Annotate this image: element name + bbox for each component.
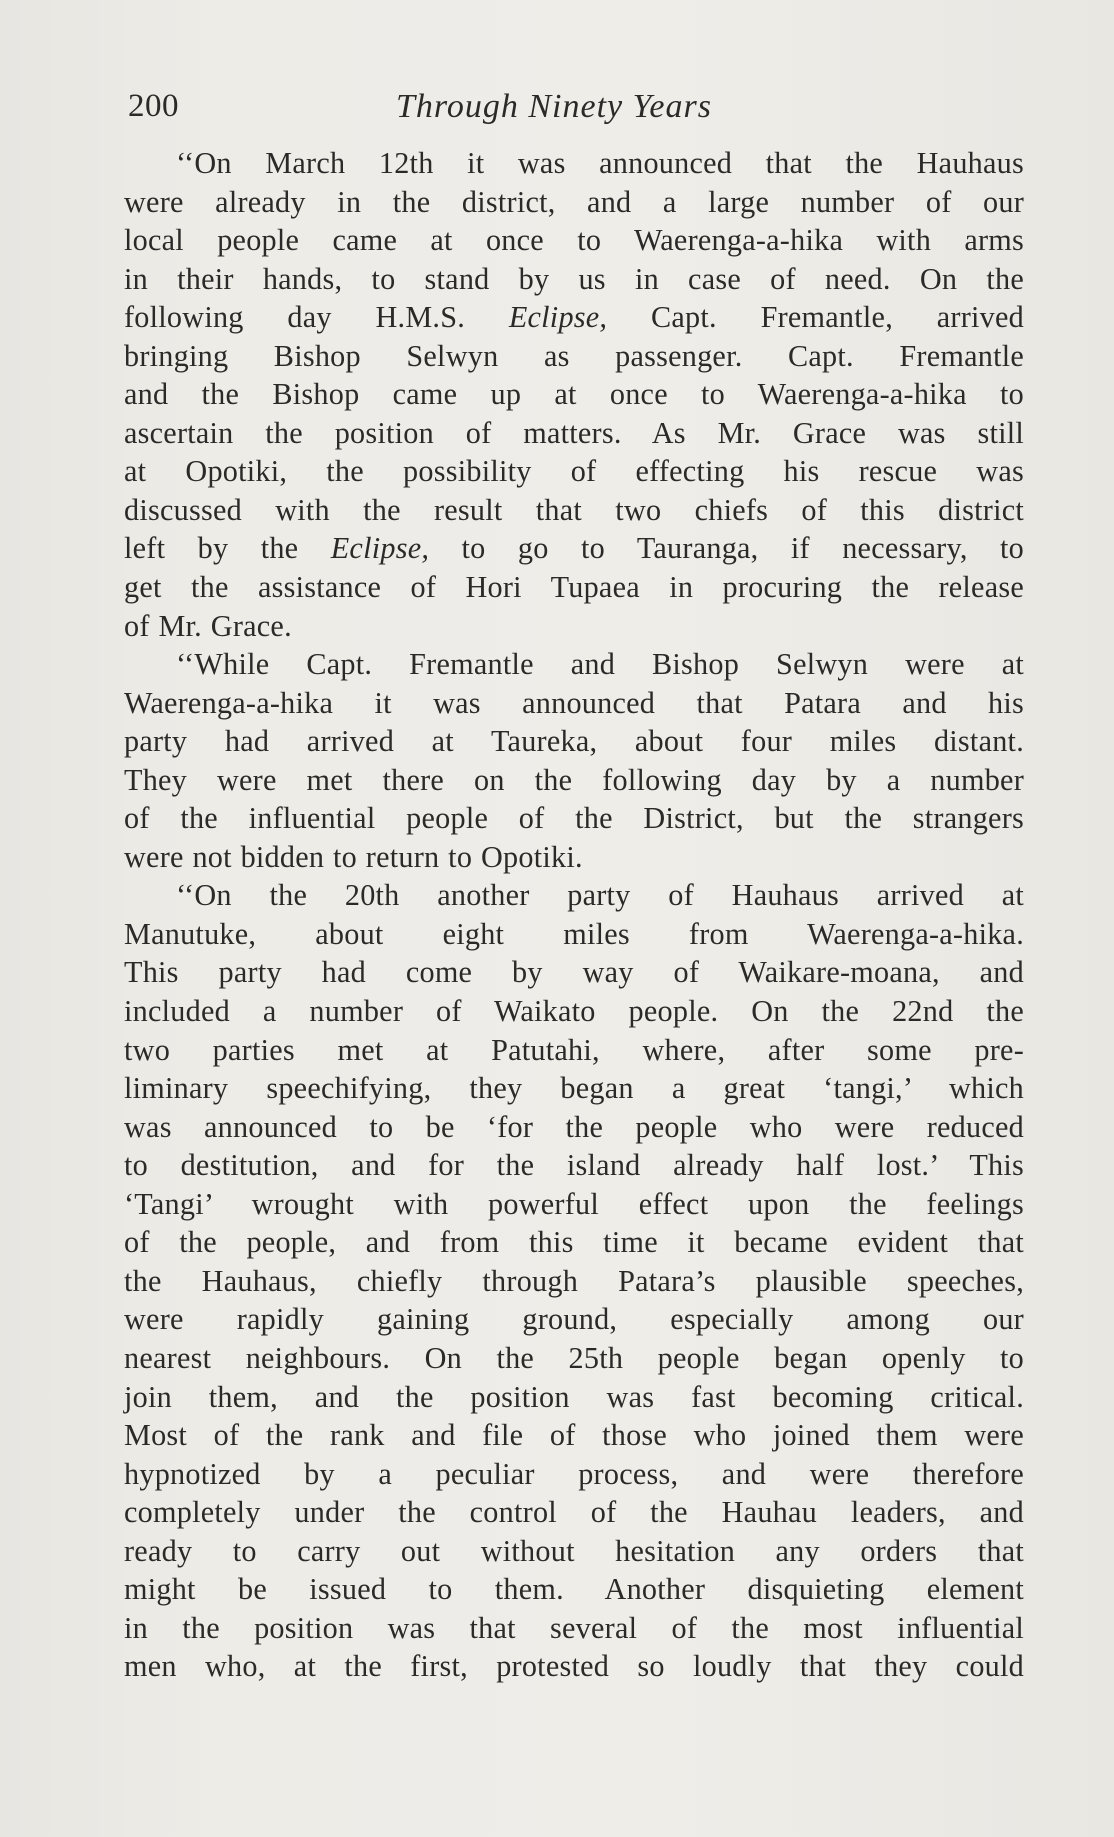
text-line: discussed with the result that two chiefs of this district bbox=[124, 492, 1024, 527]
text-line: ascertain the position of matters. As Mr. Grace was still bbox=[124, 415, 1024, 450]
page-header bbox=[124, 86, 1024, 130]
text-line: They were met there on the following day by a number bbox=[124, 762, 1024, 797]
text-line: Manutuke, about eight miles from Waerenga-a-hika. bbox=[124, 916, 1024, 951]
text-line: Waerenga-a-hika it was announced that Patara and his bbox=[124, 685, 1024, 720]
body-text bbox=[124, 144, 1024, 1686]
text-line: ‘‘On the 20th another party of Hauhaus arrived at bbox=[176, 878, 1024, 913]
text-line: might be issued to them. Another disquieting element bbox=[124, 1572, 1024, 1607]
text-line: local people came at once to Waerenga-a-hika with arms bbox=[124, 223, 1024, 258]
text-line: ‘‘While Capt. Fremantle and Bishop Selwyn were at bbox=[176, 647, 1024, 682]
text-line: two parties met at Patutahi, where, after some pre- bbox=[124, 1032, 1024, 1067]
paragraph bbox=[124, 876, 1024, 1685]
text-line: nearest neighbours. On the 25th people began openly to bbox=[124, 1340, 1024, 1375]
text-line: in their hands, to stand by us in case of need. On the bbox=[124, 261, 1024, 296]
book-page bbox=[124, 86, 1024, 1686]
text-line: get the assistance of Hori Tupaea in procuring the release bbox=[124, 570, 1024, 605]
text-line: included a number of Waikato people. On the 22nd the bbox=[124, 994, 1024, 1029]
text-line: at Opotiki, the possibility of effecting his rescue was bbox=[124, 454, 1024, 489]
text-line: to destitution, and for the island already half lost.’ This bbox=[124, 1148, 1024, 1183]
text-line: of the influential people of the District, but the strangers bbox=[124, 801, 1024, 836]
text-line: party had arrived at Taureka, about four miles distant. bbox=[124, 724, 1024, 759]
text-line: men who, at the first, protested so loudly that they could bbox=[124, 1649, 1024, 1684]
text-line: ready to carry out without hesitation any orders that bbox=[124, 1533, 1024, 1568]
text-line: join them, and the position was fast becoming critical. bbox=[124, 1379, 1024, 1414]
text-line: liminary speechifying, they began a great ‘tangi,’ which bbox=[124, 1071, 1024, 1106]
text-line: and the Bishop came up at once to Waerenga-a-hika to bbox=[124, 377, 1024, 412]
text-line: were rapidly gaining ground, especially among our bbox=[124, 1302, 1024, 1337]
page-number: 200 bbox=[128, 88, 179, 124]
text-line: following day H.M.S. Eclipse, Capt. Fremantle, arrived bbox=[124, 300, 1024, 335]
text-line: were already in the district, and a large number of our bbox=[124, 184, 1024, 219]
running-title: Through Ninety Years bbox=[396, 88, 712, 125]
text-line: This party had come by way of Waikare-moana, and bbox=[124, 955, 1024, 990]
text-line: left by the Eclipse, to go to Tauranga, if necessary, to bbox=[124, 531, 1024, 566]
text-line: completely under the control of the Hauhau leaders, and bbox=[124, 1495, 1024, 1530]
text-line: hypnotized by a peculiar process, and were therefore bbox=[124, 1456, 1024, 1491]
text-line: ‘‘On March 12th it was announced that the Hauhaus bbox=[176, 146, 1024, 180]
text-line: in the position was that several of the most influential bbox=[124, 1610, 1024, 1645]
italic-text: Eclipse, bbox=[508, 300, 608, 335]
text-line: Most of the rank and file of those who joined them were bbox=[124, 1418, 1024, 1453]
text-line: of the people, and from this time it became evident that bbox=[124, 1225, 1024, 1260]
paragraph bbox=[124, 144, 1024, 645]
text-line: bringing Bishop Selwyn as passenger. Capt. Fremantle bbox=[124, 338, 1024, 373]
text-line: ‘Tangi’ wrought with powerful effect upon the feelings bbox=[124, 1186, 1024, 1221]
paragraph bbox=[124, 645, 1024, 876]
text-line: of Mr. Grace. bbox=[124, 608, 292, 643]
text-line: were not bidden to return to Opotiki. bbox=[124, 839, 583, 874]
text-line: was announced to be ‘for the people who were reduced bbox=[124, 1109, 1024, 1144]
text-line: the Hauhaus, chiefly through Patara’s plausible speeches, bbox=[124, 1263, 1024, 1298]
italic-text: Eclipse, bbox=[330, 531, 430, 566]
